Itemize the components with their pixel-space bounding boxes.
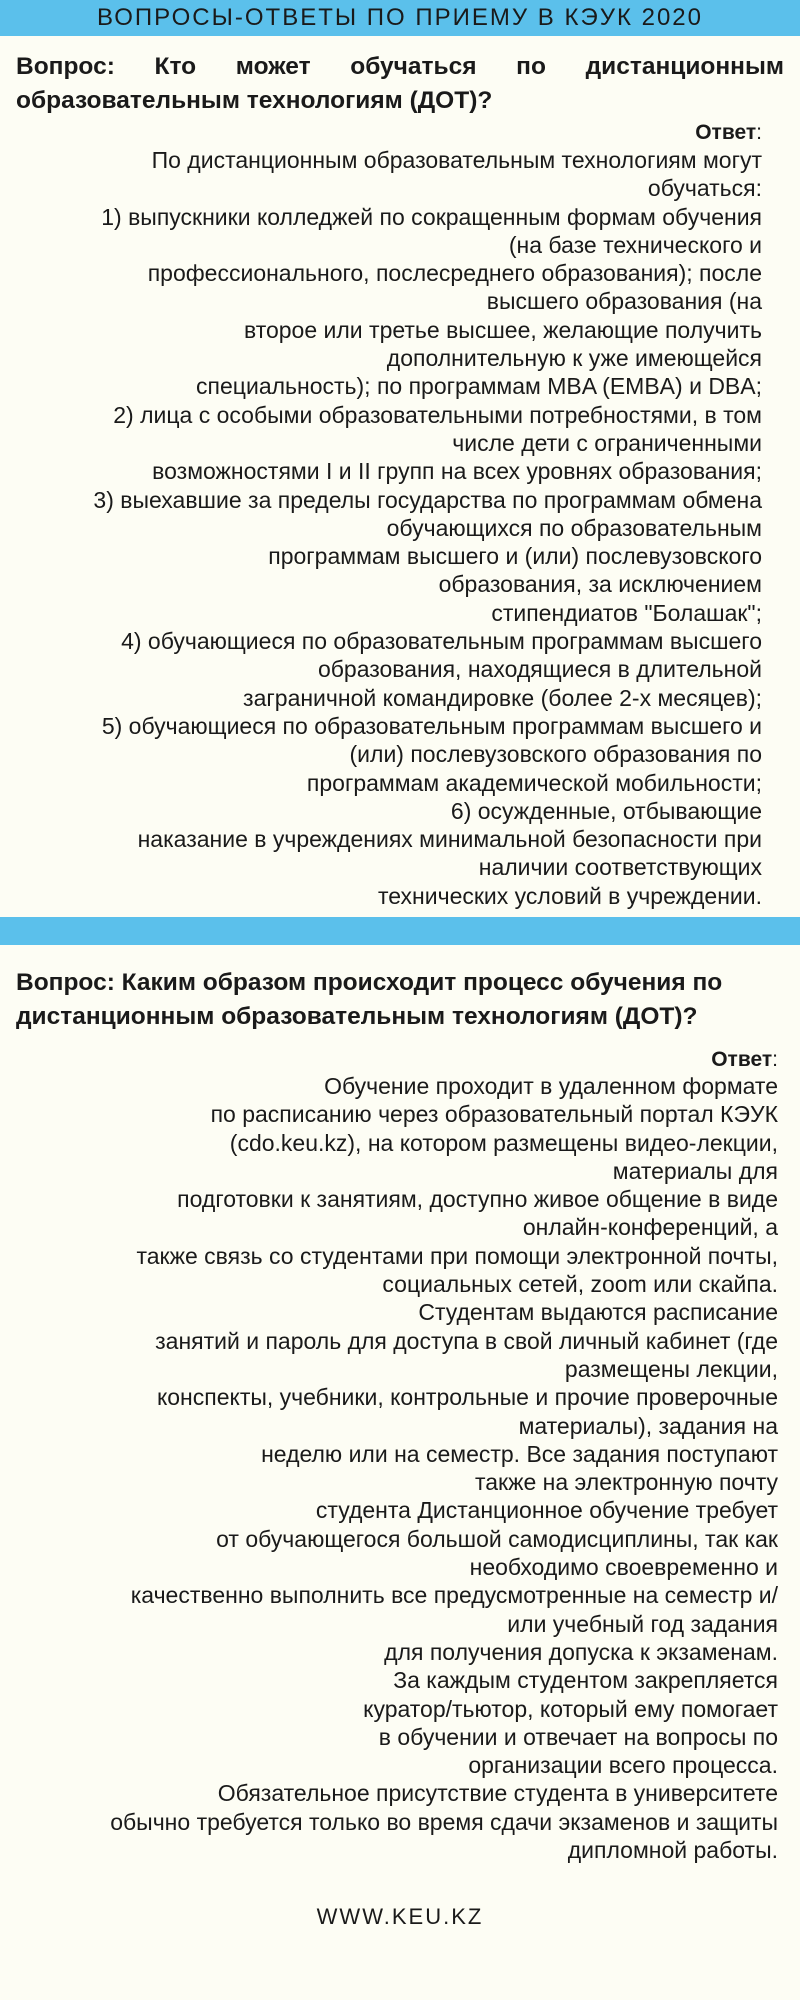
answer-label-2: Ответ:: [711, 1048, 778, 1071]
answer-line: онлайн-конференций, а: [522, 1214, 778, 1241]
answer-line: материалы для: [612, 1157, 778, 1184]
answer-line: студента Дистанционное обучение требует: [315, 1497, 778, 1524]
answer-line: также на электронную почту: [474, 1469, 778, 1496]
answer-line: второе или третье высшее, желающие получить: [243, 316, 762, 343]
answer-line: (или) послевузовского образования по: [349, 741, 762, 768]
website-link[interactable]: WWW.KEU.KZ: [316, 1904, 484, 1929]
answer-line: 6) осужденные, отбывающие: [450, 797, 762, 824]
answer-line: занятий и пароль для доступа в свой личный кабинет (где: [155, 1327, 778, 1354]
answer-line: специальность); по программам MBA (EMBA) и DBA;: [196, 373, 762, 400]
header-banner: [0, 0, 800, 36]
answer-line: дипломной работы.: [567, 1837, 778, 1864]
answer-line: 1) выпускники колледжей по сокращенным формам обучения: [101, 203, 762, 230]
answer-line: 5) обучающиеся по образовательным программам высшего и: [101, 712, 762, 739]
page-title: ВОПРОСЫ-ОТВЕТЫ ПО ПРИЕМУ В КЭУК 2020: [97, 4, 703, 31]
answer-line: также связь со студентами при помощи электронной почты,: [136, 1242, 778, 1269]
answer-line: 2) лица с особыми образовательными потребностями, в том: [113, 401, 762, 428]
answer-line: обучаться:: [647, 175, 762, 202]
answer-line: программам академической мобильности;: [306, 769, 762, 796]
answer-line: По дистанционным образовательным технологиям могут: [151, 147, 762, 173]
question-1: Вопрос: Кто может обучаться по дистанционным образовательным технологиям (ДОТ)?: [16, 53, 784, 114]
section-divider: [0, 917, 800, 945]
answer-label-1: Ответ:: [695, 121, 762, 144]
answer-line: по расписанию через образовательный портал КЭУК: [210, 1101, 778, 1128]
answer-line: размещены лекции,: [564, 1355, 778, 1382]
question-2: Вопрос: Каким образом происходит процесс обучения по дистанционным образовательным технологиям (ДОТ)?: [16, 969, 723, 1030]
answer-line: высшего образования (на: [486, 288, 762, 315]
answer-line: профессионального, послесреднего образования); после: [147, 260, 762, 287]
answer-line: образования, находящиеся в длительной: [317, 656, 762, 683]
answer-line: для получения допуска к экзаменам.: [384, 1638, 778, 1665]
answer-label-text: Ответ: [695, 121, 757, 144]
answer-2: [110, 1072, 778, 1864]
answer-line: Обучение проходит в удаленном формате: [324, 1073, 778, 1099]
answer-line: куратор/тьютор, который ему помогает: [363, 1695, 778, 1722]
answer-line: образования, за исключением: [438, 571, 762, 598]
answer-line: качественно выполнить все предусмотренные на семестр и/: [130, 1582, 778, 1609]
answer-line: 3) выехавшие за пределы государства по программам обмена: [93, 486, 762, 513]
answer-line: подготовки к занятиям, доступно живое общение в виде: [177, 1186, 778, 1213]
answer-label-text: Ответ: [711, 1048, 773, 1071]
answer-line: 4) обучающиеся по образовательным программам высшего: [121, 628, 762, 655]
answer-line: возможностями I и II групп на всех уровнях образования;: [152, 458, 762, 485]
answer-line: или учебный год задания: [507, 1610, 778, 1637]
answer-line: стипендиатов "Болашак";: [491, 599, 762, 626]
answer-line: обычно требуется только во время сдачи экзаменов и защиты: [110, 1808, 778, 1835]
answer-line: наличии соответствующих: [478, 854, 762, 881]
answer-1: [93, 146, 762, 910]
answer-line: от обучающегося большой самодисциплины, так как: [216, 1525, 778, 1552]
answer-line: социальных сетей, zoom или скайпа.: [382, 1271, 778, 1298]
answer-line: дополнительную к уже имеющейся: [386, 345, 762, 372]
answer-line: (на базе технического и: [508, 231, 762, 258]
answer-line: программам высшего и (или) послевузовского: [268, 543, 762, 570]
answer-line: числе дети с ограниченными: [452, 429, 762, 456]
answer-line: Обязательное присутствие студента в университете: [217, 1780, 778, 1807]
answer-line: материалы), задания на: [518, 1412, 778, 1439]
answer-line: технических условий в учреждении.: [377, 882, 762, 909]
answer-line: конспекты, учебники, контрольные и прочие проверочные: [156, 1384, 778, 1411]
answer-line: (cdo.keu.kz), на котором размещены видео-лекции,: [229, 1129, 778, 1156]
answer-line: необходимо своевременно и: [469, 1554, 778, 1581]
answer-line: в обучении и отвечает на вопросы по: [378, 1723, 778, 1750]
answer-line: неделю или на семестр. Все задания поступают: [261, 1440, 778, 1467]
answer-line: Студентам выдаются расписание: [418, 1299, 778, 1326]
answer-line: обучающихся по образовательным: [386, 514, 762, 541]
answer-line: заграничной командировке (более 2-х месяцев);: [243, 684, 762, 711]
answer-line: наказание в учреждениях минимальной безопасности при: [137, 826, 762, 853]
answer-line: организации всего процесса.: [468, 1752, 778, 1779]
answer-line: За каждым студентом закрепляется: [393, 1667, 778, 1694]
